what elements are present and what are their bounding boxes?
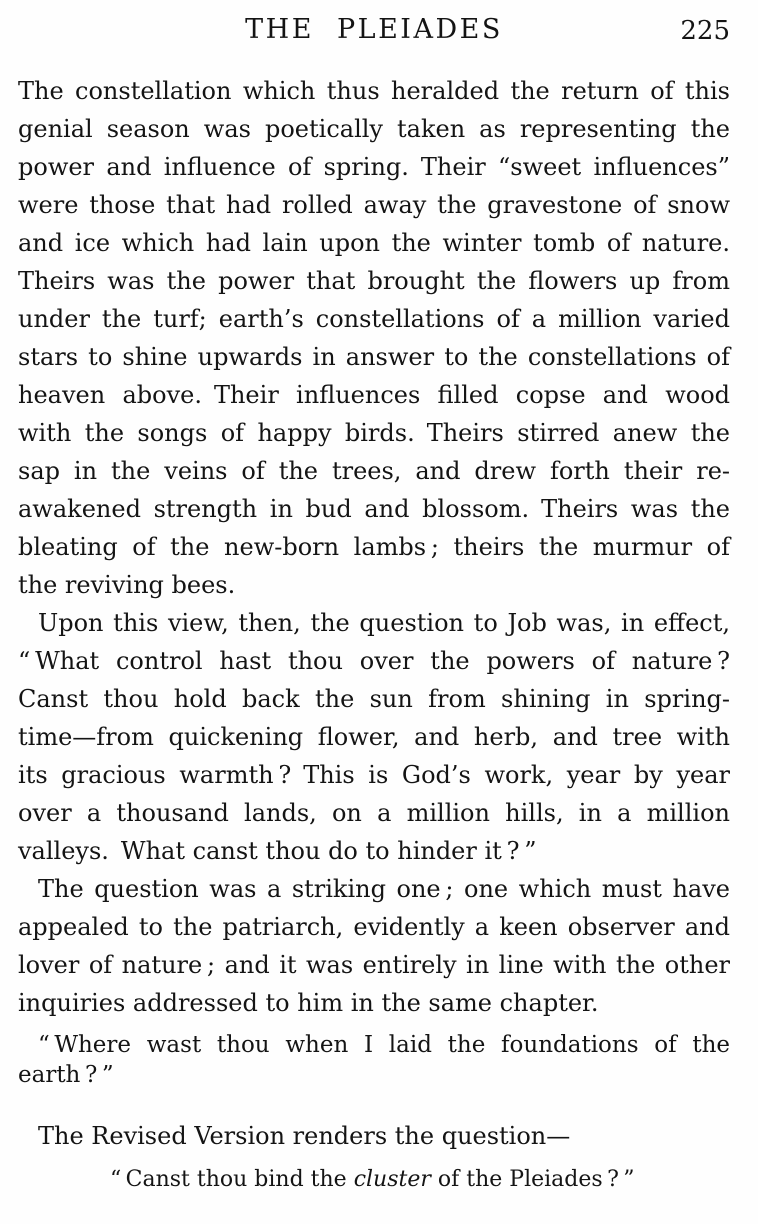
text-line: the reviving bees.: [18, 571, 236, 599]
running-head-title: THE PLEIADES: [245, 14, 503, 45]
verse-prefix: “ Canst thou bind the: [110, 1167, 354, 1192]
text-line: The constellation which thus heralded the return of this: [18, 77, 730, 105]
text-line: Canst thou hold back the sun from shining in spring-: [18, 685, 730, 713]
text-line: heaven above. Their influences filled copse and wood: [18, 381, 730, 409]
text-line: lover of nature ; and it was entirely in line with the other: [18, 951, 730, 979]
verse-emphasis-word: cluster: [353, 1167, 431, 1192]
verse-quotation: [18, 1165, 730, 1195]
text-line: inquiries addressed to him in the same chapter.: [18, 989, 599, 1017]
verse-suffix: of the Pleiades ? ”: [430, 1167, 635, 1192]
text-line: with the songs of happy birds. Theirs stirred anew the: [18, 419, 730, 447]
text-line: valleys. What canst thou do to hinder it ? ”: [18, 837, 537, 865]
text-line: its gracious warmth ? This is God’s work, year by year: [18, 761, 730, 789]
text-line: The question was a striking one ; one which must have: [38, 875, 730, 903]
text-line: awakened strength in bud and blossom. Theirs was the: [18, 495, 730, 523]
text-line: under the turf; earth’s constellations of a million varied: [18, 305, 730, 333]
text-line: Theirs was the power that brought the flowers up from: [18, 267, 730, 295]
text-line: genial season was poetically taken as representing the: [18, 115, 730, 143]
text-line: “ What control hast thou over the powers of nature ?: [18, 647, 730, 675]
paragraph-2: [18, 604, 730, 870]
text-line: over a thousand lands, on a million hills, in a million: [18, 799, 730, 827]
page-header: [18, 14, 730, 72]
text-line: bleating of the new-born lambs ; theirs the murmur of: [18, 533, 730, 561]
text-line: time—from quickening flower, and herb, and tree with: [18, 723, 730, 751]
blockquote-line: “ Where wast thou when I laid the foundations of the: [38, 1032, 730, 1058]
page-number: 225: [680, 16, 730, 46]
paragraph-1: [18, 72, 730, 604]
text-line: Upon this view, then, the question to Job was, in effect,: [38, 609, 730, 637]
transition-sentence: The Revised Version renders the question—: [38, 1122, 571, 1150]
blockquote-line: earth ? ”: [18, 1062, 114, 1088]
text-line: power and influence of spring. Their “sweet influences”: [18, 153, 730, 181]
text-line: appealed to the patriarch, evidently a keen observer and: [18, 913, 730, 941]
text-line: and ice which had lain upon the winter tomb of nature.: [18, 229, 730, 257]
text-line: were those that had rolled away the gravestone of snow: [18, 191, 730, 219]
text-line: stars to shine upwards in answer to the constellations of: [18, 343, 730, 371]
scripture-blockquote: [18, 1030, 730, 1090]
paragraph-3: [18, 870, 730, 1022]
text-line: sap in the veins of the trees, and drew forth their re-: [18, 457, 730, 485]
